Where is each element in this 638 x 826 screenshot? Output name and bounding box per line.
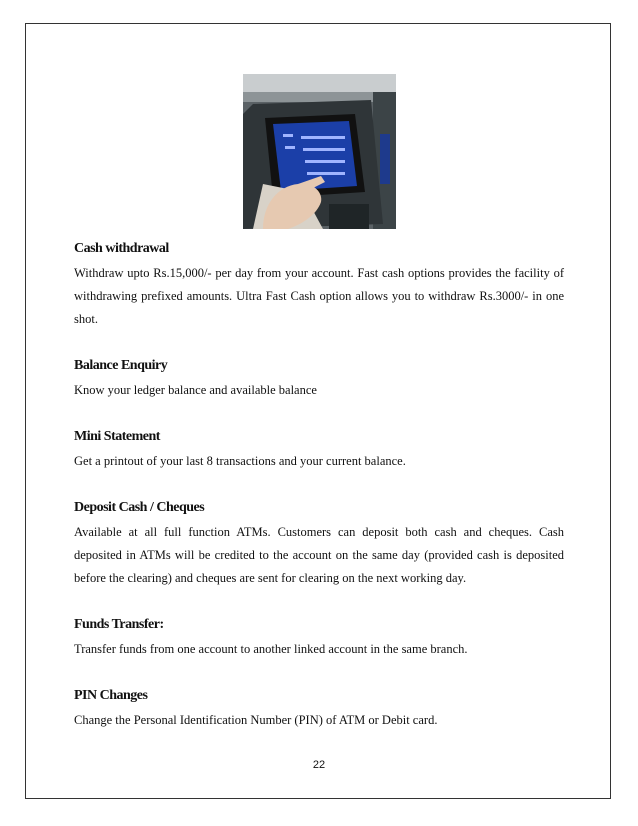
section-pin-changes (74, 687, 564, 732)
section-funds-transfer (74, 616, 564, 661)
section-deposit-cash-cheques (74, 499, 564, 590)
section-balance-enquiry (74, 357, 564, 402)
section-body: Know your ledger balance and available balance (74, 383, 317, 397)
section-heading: Mini Statement (74, 429, 160, 444)
section-mini-statement (74, 428, 564, 473)
section-heading: Deposit Cash / Cheques (74, 500, 205, 515)
section-heading: PIN Changes (74, 688, 148, 703)
section-heading: Funds Transfer: (74, 617, 164, 632)
document-body (74, 240, 564, 732)
section-body: Withdraw upto Rs.15,000/- per day from your account. Fast cash options provides the facility of withdrawing prefixed amounts. Ultra Fast Cash option allows you to withdraw Rs.3000/- in one shot. (74, 266, 564, 326)
section-body: Get a printout of your last 8 transactions and your current balance. (74, 454, 406, 468)
page-number: 22 (312, 759, 326, 771)
atm-photo (243, 74, 396, 229)
section-heading: Balance Enquiry (74, 358, 168, 373)
section-body: Change the Personal Identification Number (PIN) of ATM or Debit card. (74, 713, 438, 727)
section-body: Available at all full function ATMs. Customers can deposit both cash and cheques. Cash deposited in ATMs will be credited to the account on the same day (provided cash is deposited before the clearing) and cheques are sent for clearing on the next working day. (74, 525, 564, 585)
section-cash-withdrawal (74, 240, 564, 331)
section-heading: Cash withdrawal (74, 241, 169, 256)
section-body: Transfer funds from one account to another linked account in the same branch. (74, 642, 468, 656)
